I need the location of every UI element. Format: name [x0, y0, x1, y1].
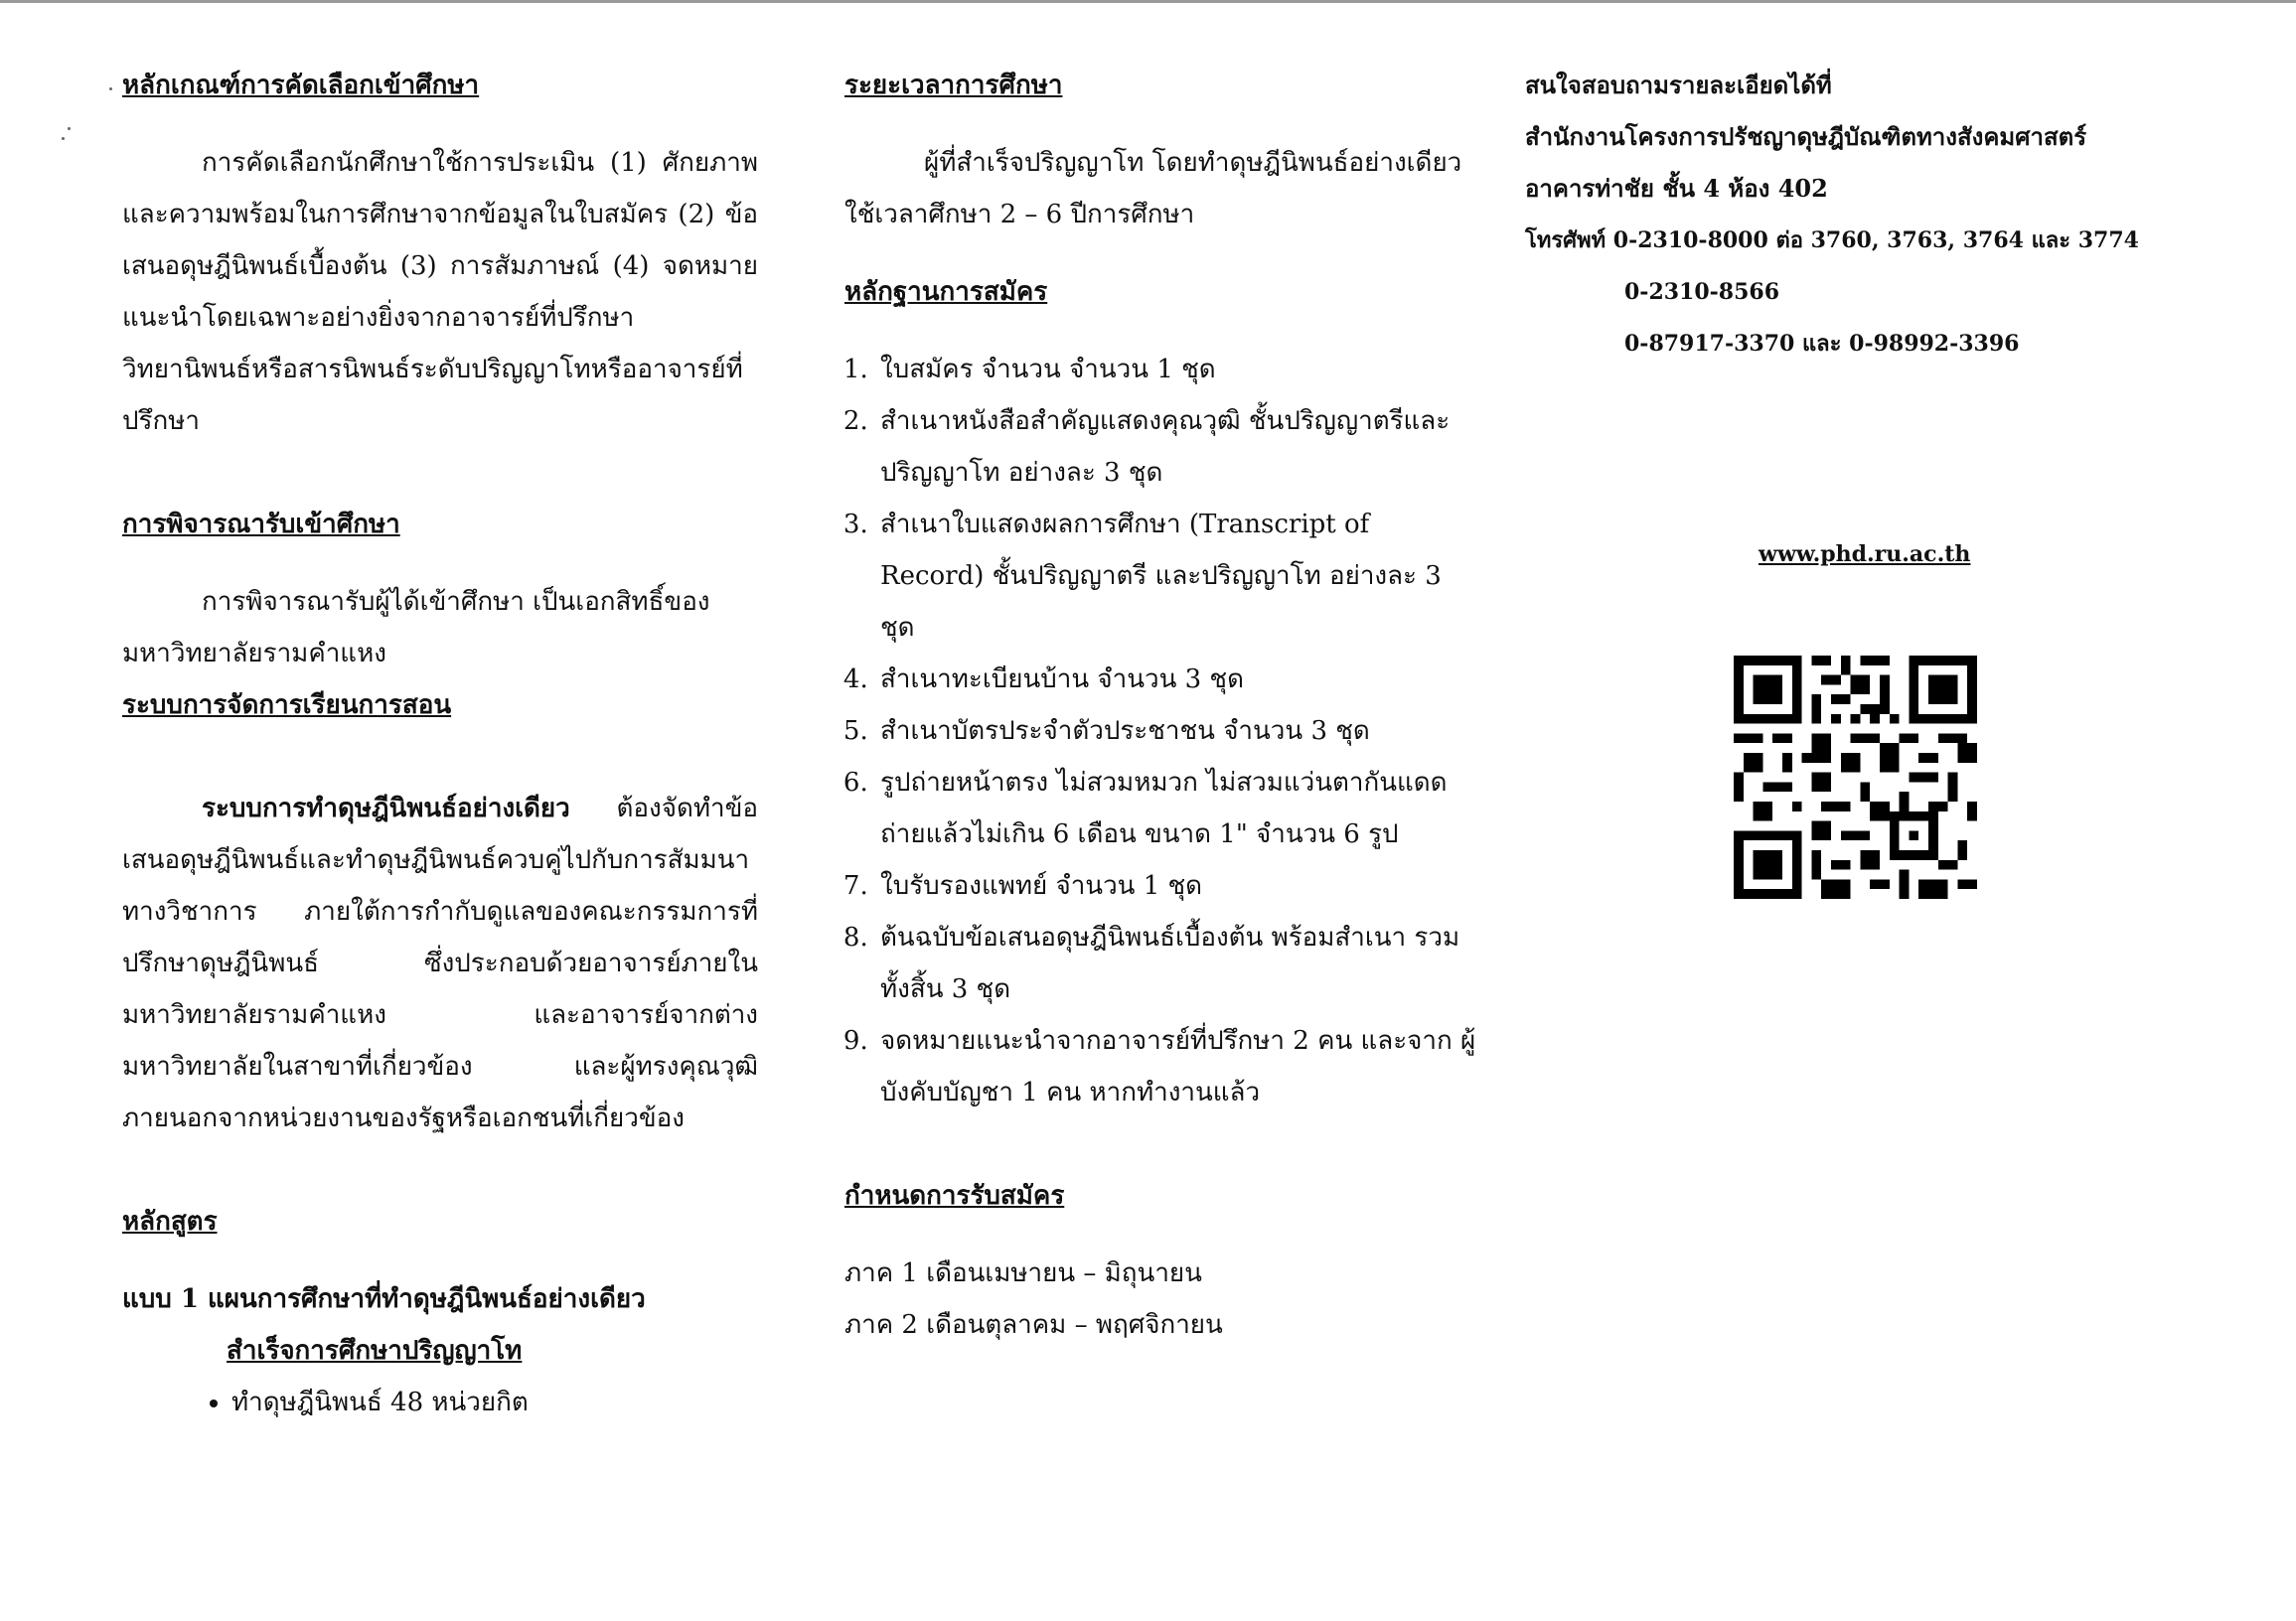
contact-phone: โทรศัพท์ 0-2310-8000 ต่อ 3760, 3763, 3764 และ 3774: [1525, 227, 2139, 253]
column-middle: [844, 60, 1480, 1351]
selection-paragraph: การคัดเลือกนักศึกษาใช้การประเมิน (1) ศักยภาพและความพร้อมในการศึกษาจากข้อมูลในใบสมัคร (2) ข้อเสนอดุษฎีนิพนธ์เบื้องต้น (3) การสัมภาษณ์ (4) จดหมายแนะนำโดยเฉพาะอย่างยิ่งจากอาจารย์ที่ปรึกษาวิทยานิพนธ์หรือสารนิพนธ์ระดับปริญญาโทหรืออาจารย์ที่ปรึกษา: [122, 148, 758, 436]
plan-subtitle: สำเร็จการศึกษาปริญญาโท: [227, 1336, 523, 1366]
heading-duration: ระยะเวลาการศึกษา: [844, 71, 1063, 100]
contact-title: สนใจสอบถามรายละเอียดได้ที่: [1525, 71, 1832, 99]
heading-curriculum: หลักสูตร: [122, 1207, 218, 1237]
plan-title: แบบ 1 แผนการศึกษาที่ทำดุษฎีนิพนธ์อย่างเดียว: [122, 1284, 646, 1314]
scan-speck: [68, 127, 71, 130]
document-item: 5. สำเนาบัตรประจำตัวประชาชน จำนวน 3 ชุด: [876, 705, 1480, 757]
column-right-contact: [1525, 60, 2240, 369]
document-item: 1. ใบสมัคร จำนวน จำนวน 1 ชุด: [876, 344, 1480, 395]
document-item: 7. ใบรับรองแพทย์ จำนวน 1 ชุด: [876, 860, 1480, 912]
plan-item: • ทำดุษฎีนิพนธ์ 48 หน่วยกิต: [231, 1377, 758, 1428]
heading-admission: การพิจารณารับเข้าศึกษา: [122, 510, 400, 539]
document-item: 4. สำเนาทะเบียนบ้าน จำนวน 3 ชุด: [876, 654, 1480, 705]
heading-application-schedule: กำหนดการรับสมัคร: [844, 1181, 1065, 1211]
semester-2: ภาค 2 เดือนตุลาคม – พฤศจิกายน: [844, 1310, 1223, 1340]
documents-list: [844, 344, 1480, 1118]
plan-list: [122, 1377, 758, 1428]
document-item: 9. จดหมายแนะนำจากอาจารย์ที่ปรึกษา 2 คน และจาก ผู้บังคับบัญชา 1 คน หากทำงานแล้ว: [876, 1015, 1480, 1118]
document-item: 2. สำเนาหนังสือสำคัญแสดงคุณวุฒิ ชั้นปริญญาตรีและปริญญาโท อย่างละ 3 ชุด: [876, 395, 1480, 499]
heading-selection-criteria: หลักเกณฑ์การคัดเลือกเข้าศึกษา: [122, 71, 480, 100]
admission-paragraph: การพิจารณารับผู้ได้เข้าศึกษา เป็นเอกสิทธิ์ของมหาวิทยาลัยรามคำแหง: [122, 587, 710, 668]
scan-speck: [109, 87, 112, 90]
heading-teaching-system: ระบบการจัดการเรียนการสอน: [122, 690, 452, 720]
contact-phone-2: 0-2310-8566: [1624, 279, 1780, 305]
contact-office: สำนักงานโครงการปรัชญาดุษฎีบัณฑิตทางสังคมศาสตร์: [1525, 122, 2087, 151]
contact-phone-3: 0-87917-3370 และ 0-98992-3396: [1624, 331, 2020, 357]
document-item: 8. ต้นฉบับข้อเสนอดุษฎีนิพนธ์เบื้องต้น พร้อมสำเนา รวมทั้งสิ้น 3 ชุด: [876, 912, 1480, 1015]
qr-code-icon: [1734, 656, 1977, 899]
column-left: [122, 60, 758, 1428]
teaching-system-lead: ระบบการทำดุษฎีนิพนธ์อย่างเดียว: [202, 794, 570, 823]
website-link[interactable]: www.phd.ru.ac.th: [1759, 541, 1971, 567]
document-item: 3. สำเนาใบแสดงผลการศึกษา (Transcript of Record) ชั้นปริญญาตรี และปริญญาโท อย่างละ 3 ชุด: [876, 499, 1480, 654]
contact-building: อาคารท่าชัย ชั้น 4 ห้อง 402: [1525, 174, 1828, 203]
document-item: 6. รูปถ่ายหน้าตรง ไม่สวมหมวก ไม่สวมแว่นตากันแดด ถ่ายแล้วไม่เกิน 6 เดือน ขนาด 1" จำนวน 6 รูป: [876, 757, 1480, 860]
duration-paragraph: ผู้ที่สำเร็จปริญญาโท โดยทำดุษฎีนิพนธ์อย่างเดียว ใช้เวลาศึกษา 2 – 6 ปีการศึกษา: [844, 148, 1462, 229]
teaching-system-body: ต้องจัดทำข้อเสนอดุษฎีนิพนธ์และทำดุษฎีนิพนธ์ควบคู่ไปกับการสัมมนาทางวิชาการ ภายใต้การกำกับดูแลของคณะกรรมการที่ปรึกษาดุษฎีนิพนธ์ ซึ่งประกอบด้วยอาจารย์ภายในมหาวิทยาลัยรามคำแหง และอาจารย์จากต่างมหาวิทยาลัยในสาขาที่เกี่ยวข้อง และผู้ทรงคุณวุฒิภายนอกจากหน่วยงานของรัฐหรือเอกชนที่เกี่ยวข้อง: [122, 794, 758, 1133]
heading-documents: หลักฐานการสมัคร: [844, 277, 1048, 307]
scan-speck: [62, 137, 65, 140]
semester-1: ภาค 1 เดือนเมษายน – มิถุนายน: [844, 1258, 1202, 1288]
scan-top-edge: [0, 0, 2296, 3]
teaching-system-paragraph: [122, 783, 758, 1144]
